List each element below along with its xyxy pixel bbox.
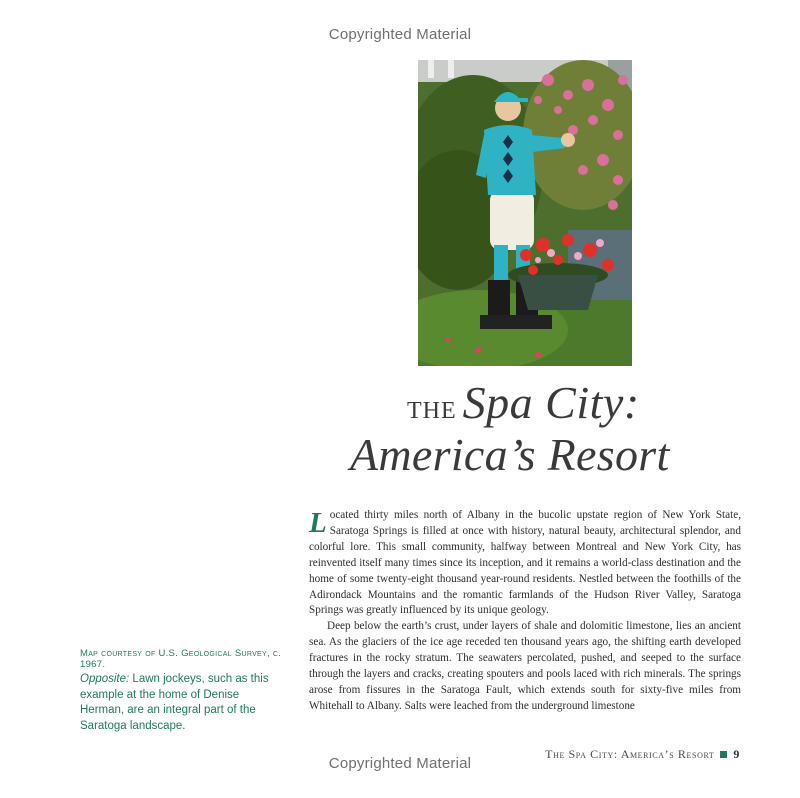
title-the: THE — [407, 398, 457, 424]
drop-cap: L — [309, 507, 327, 539]
title-spa-city: Spa City: — [462, 377, 640, 428]
body-text — [309, 508, 741, 715]
title-line-2: America’s Resort — [350, 429, 670, 480]
paragraph-2: Deep below the earth’s crust, under layers of shale and dolomitic limestone, lies an ancient sea. As the glaciers of the ice age receded ten thousand years ago, the shifting earth developed fractures in the rocky stratum. The seawaters percolated, pushed, and seeped to the surface through the layers and cracks, creating spouters and pools laced with rich minerals. The springs arose from fissures in the Saratoga Fault, which extends south for sixty-five miles from Whitehall to Albany. Salts were leached from the underground limestone — [309, 620, 741, 712]
map-credit: Map courtesy of U.S. Geological Survey, c. 1967. — [80, 648, 282, 670]
opposite-label: Opposite: — [80, 673, 130, 685]
paragraph-1-text: ocated thirty miles north of Albany in the bucolic upstate region of New York State, Saratoga Springs is filled at once with history, natural beauty, architectural splendor, and colorful lore. This small community, halfway between Montreal and New York City, has reinvented itself many times since its inception, and it remains a world-class destination and the home of some twenty-eight thousand year-round residents. Nestled between the foothills of the Adirondack Mountains and the romantic farmlands of the Hudson River Valley, Saratoga Springs was greatly influenced by its unique geology. — [309, 509, 741, 617]
title-line-1 — [407, 376, 640, 429]
caption-body: Lawn jockeys, such as this example at the home of Denise Herman, are an integral part of the Saratoga landscape. — [80, 673, 269, 732]
watermark-bottom: Copyrighted Material — [328, 755, 472, 772]
lawn-jockey-photo — [418, 60, 632, 366]
caption-text — [80, 672, 285, 734]
watermark-top: Copyrighted Material — [328, 26, 472, 43]
page-number: 9 — [733, 747, 740, 761]
running-head: The Spa City: America’s Resort — [545, 747, 715, 761]
photo-illustration — [418, 60, 632, 366]
photo-caption — [80, 648, 285, 734]
paragraph-1 — [309, 508, 741, 619]
